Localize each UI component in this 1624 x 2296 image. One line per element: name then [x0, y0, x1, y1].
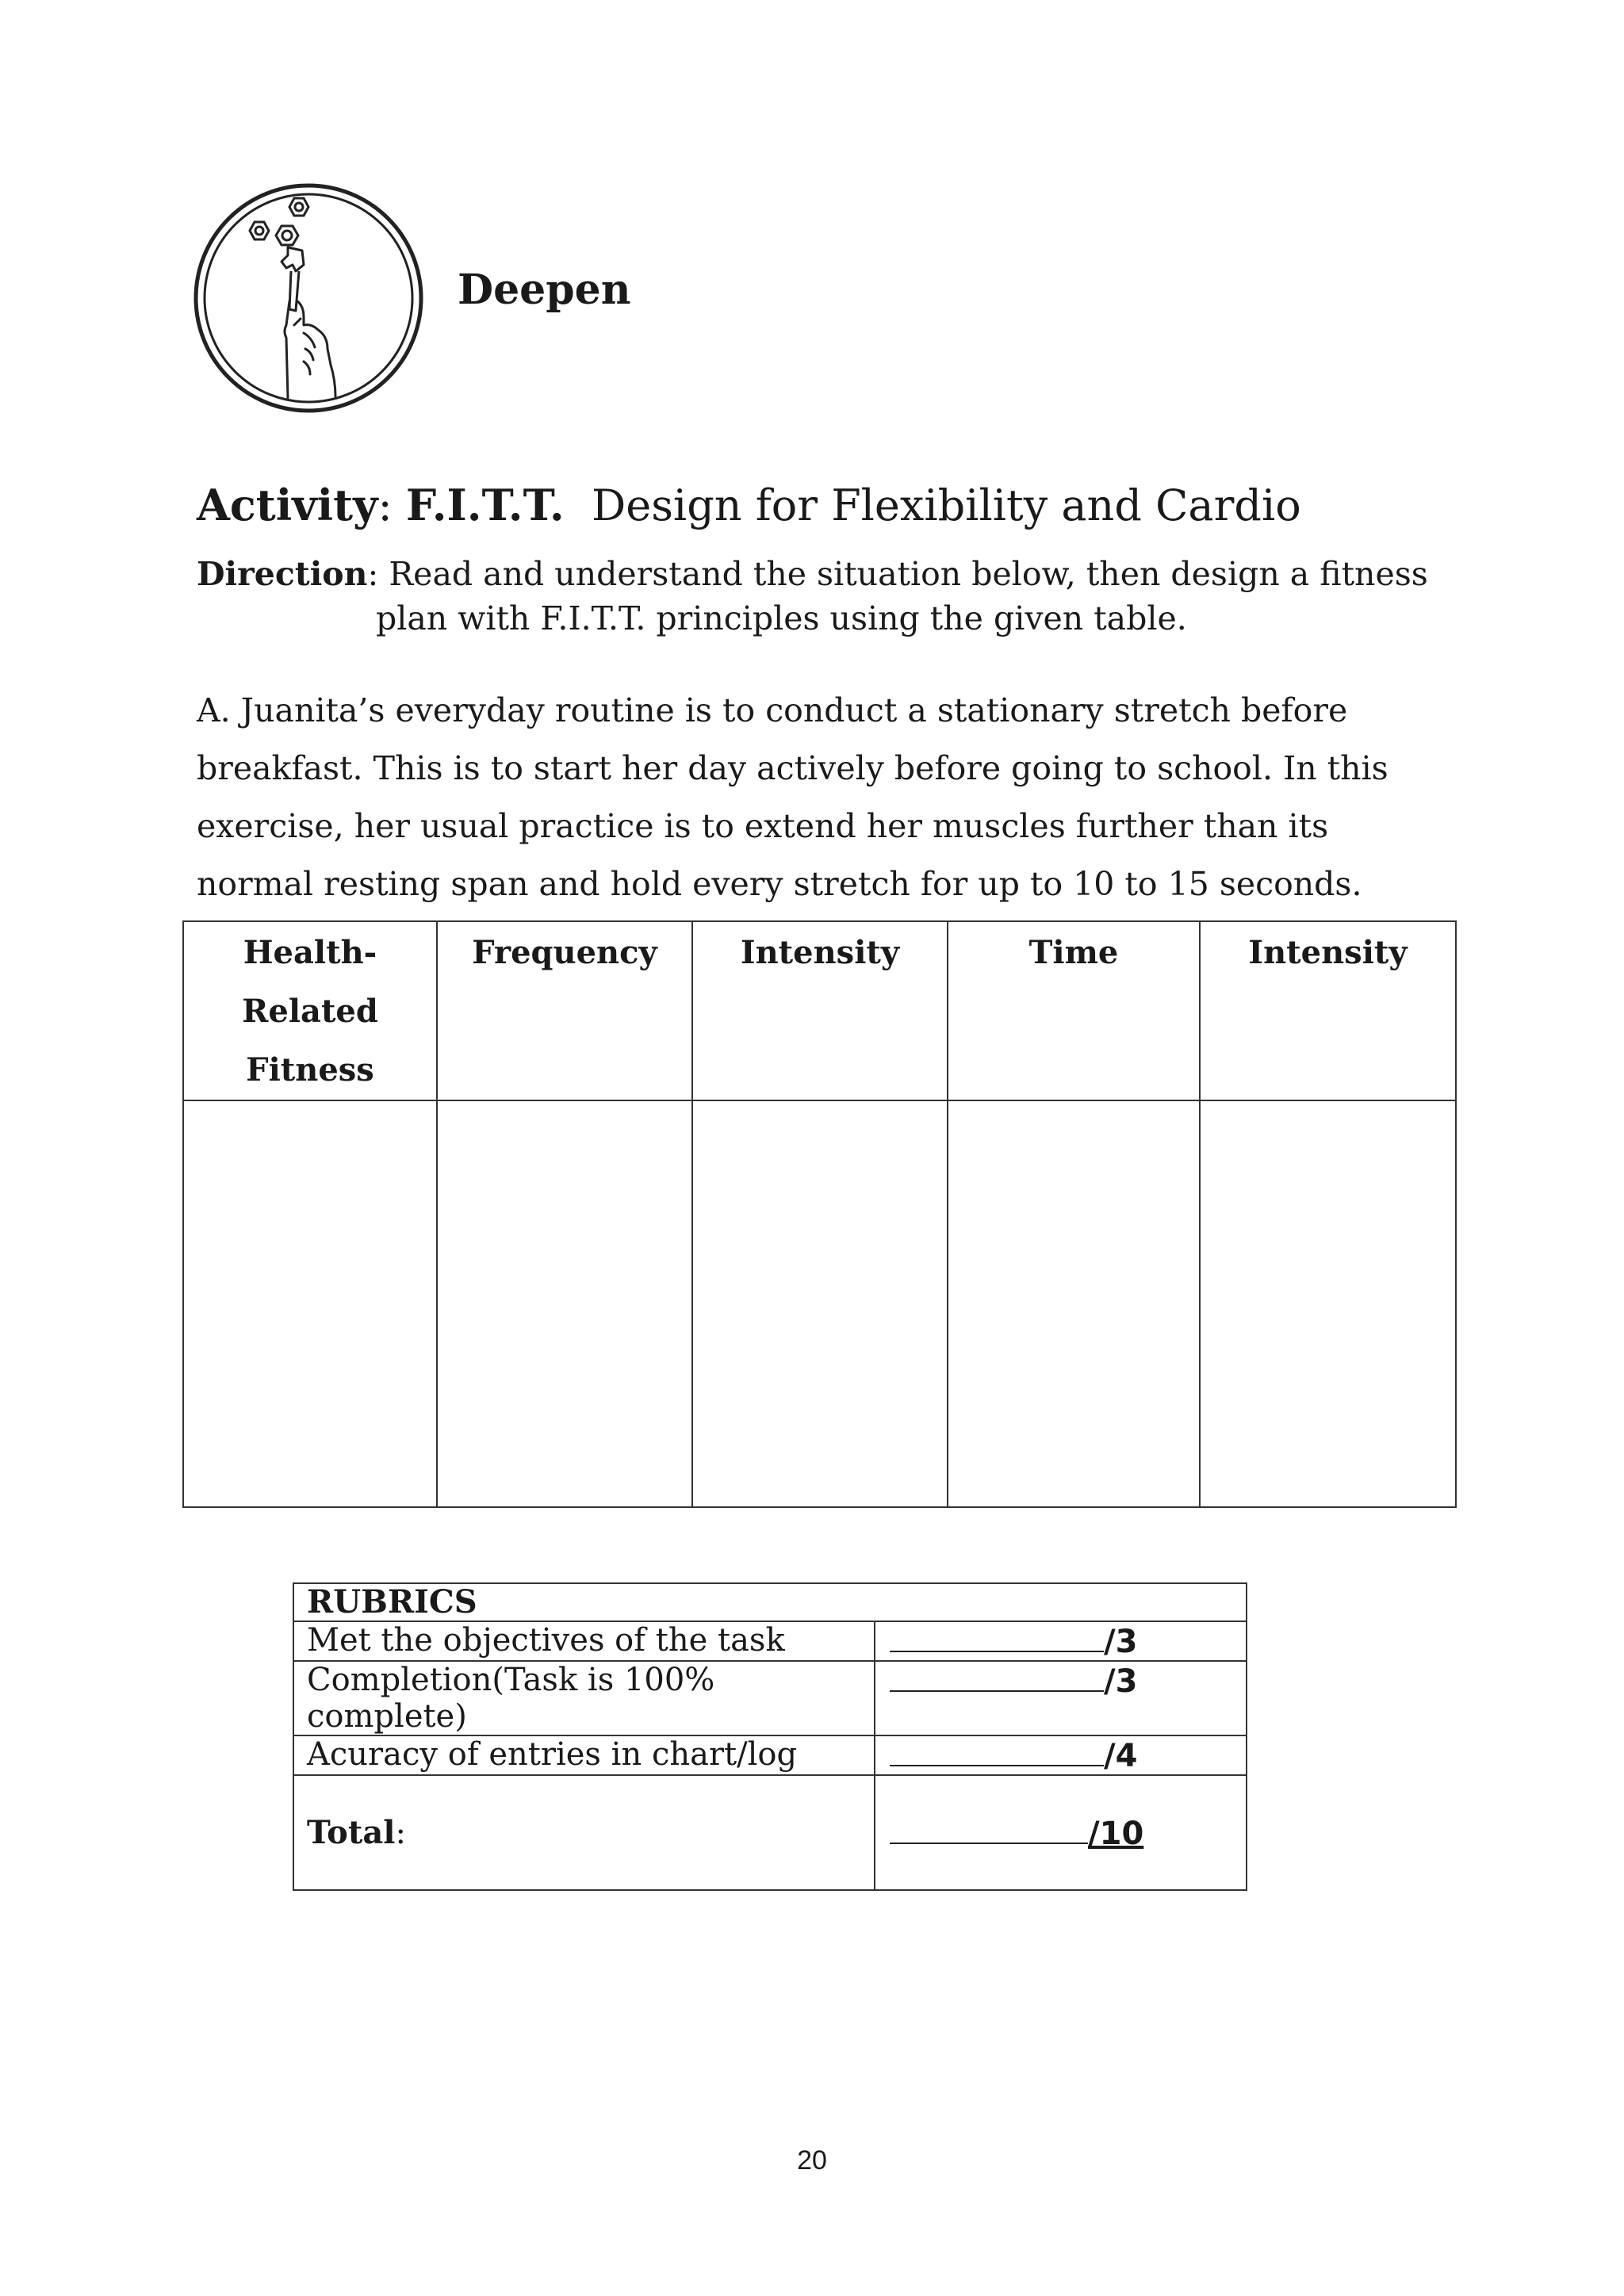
rubric-criterion: Met the objectives of the task	[293, 1621, 875, 1661]
cell-frequency[interactable]	[437, 1100, 692, 1507]
rubric-score-max: /3	[1104, 1663, 1138, 1700]
header-intensity-2: Intensity	[1200, 921, 1456, 1100]
activity-name: F.I.T.T.	[405, 480, 565, 530]
total-score[interactable]	[875, 1775, 1247, 1890]
hand-holding-wrench-bolts-icon	[193, 182, 424, 414]
rubrics-title: RUBRICS	[293, 1583, 1247, 1621]
score-blank[interactable]	[890, 1736, 1104, 1766]
rubric-criterion: Completion(Task is 100% complete)	[293, 1661, 875, 1735]
rubric-total-row	[293, 1775, 1247, 1890]
direction-label: Direction	[197, 555, 368, 593]
cell-health-related-fitness[interactable]	[183, 1100, 437, 1507]
direction-line-2: plan with F.I.T.T. principles using the given table.	[376, 599, 1187, 637]
cell-intensity-2[interactable]	[1200, 1100, 1456, 1507]
page-number: 20	[797, 2145, 827, 2175]
rubrics-header-row	[293, 1583, 1247, 1621]
total-blank[interactable]	[890, 1814, 1088, 1844]
total-label-cell: Total:	[293, 1775, 875, 1890]
section-title: Deepen	[458, 266, 631, 314]
activity-heading: Activity: F.I.T.T. Design for Flexibility and Cardio	[197, 480, 1301, 530]
direction-line-1: Read and understand the situation below, then design a fitness	[389, 555, 1428, 593]
header-health-related-fitness: Health- Related Fitness	[183, 921, 437, 1100]
rubric-score[interactable]	[875, 1621, 1247, 1661]
rubric-row	[293, 1661, 1247, 1735]
score-blank[interactable]	[890, 1622, 1104, 1652]
activity-label: Activity	[197, 480, 378, 530]
cell-time[interactable]	[948, 1100, 1200, 1507]
total-score-max: /10	[1088, 1815, 1144, 1852]
total-label: Total	[307, 1813, 396, 1851]
rubric-score-max: /4	[1104, 1738, 1138, 1774]
direction: Direction: Read and understand the situation below, then design a fitness plan with F.I.T.T. principles using the given table.	[197, 552, 1434, 641]
rubric-row	[293, 1735, 1247, 1775]
fitt-header-row	[183, 921, 1456, 1100]
rubric-score-max: /3	[1104, 1624, 1138, 1660]
header-time: Time	[948, 921, 1200, 1100]
fitt-table	[182, 920, 1457, 1508]
fitt-entry-row	[183, 1100, 1456, 1507]
score-blank[interactable]	[890, 1662, 1104, 1692]
header-intensity: Intensity	[692, 921, 948, 1100]
activity-title: Design for Flexibility and Cardio	[591, 480, 1301, 530]
header-frequency: Frequency	[437, 921, 692, 1100]
rubrics-table	[293, 1582, 1247, 1891]
rubric-score[interactable]	[875, 1661, 1247, 1735]
rubric-criterion: Acuracy of entries in chart/log	[293, 1735, 875, 1775]
rubric-score[interactable]	[875, 1735, 1247, 1775]
rubric-row	[293, 1621, 1247, 1661]
cell-intensity[interactable]	[692, 1100, 948, 1507]
situation-paragraph: A. Juanita’s everyday routine is to conduct a stationary stretch before breakfast. This is to start her day actively before going to school. In this exercise, her usual practice is to extend her muscles further than its normal resting span and hold every stretch for up to 10 to 15 seconds.	[197, 691, 1388, 903]
